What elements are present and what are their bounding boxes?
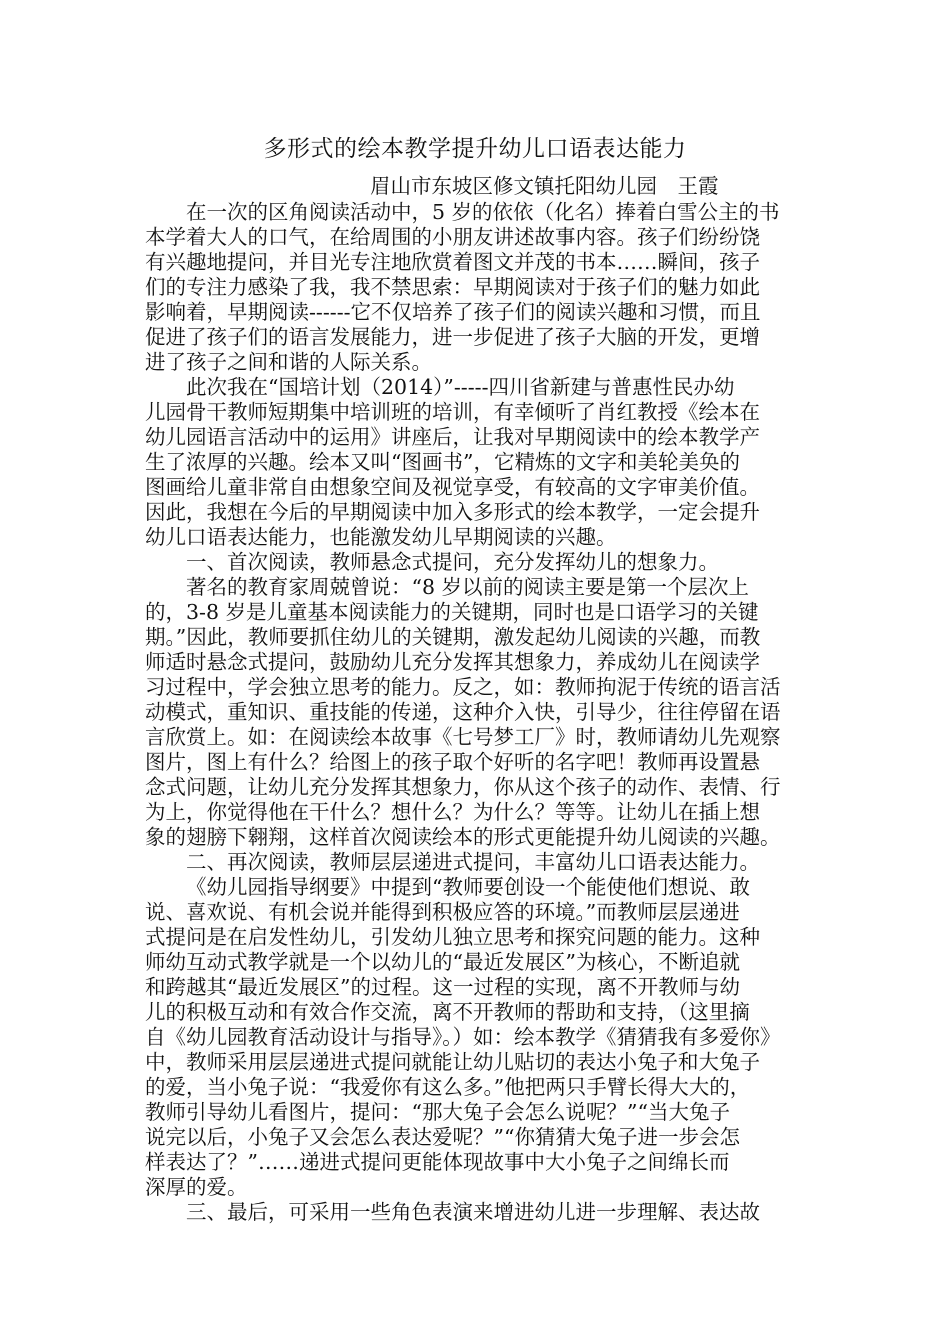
text-line: 儿园骨干教师短期集中培训班的培训，有幸倾听了肖红教授《绘本在 <box>145 400 760 424</box>
text-line: 动模式，重知识、重技能的传递，这种介入快，引导少，往往停留在语 <box>145 700 781 724</box>
text-line: 图片，图上有什么？给图上的孩子取个好听的名字吧！教师再设置悬 <box>145 750 760 774</box>
text-line: 说完以后，小兔子又会怎么表达爱呢？”“你猜猜大兔子进一步会怎 <box>145 1125 740 1149</box>
text-line: 象的翅膀下翱翔，这样首次阅读绘本的形式更能提升幼儿阅读的兴趣。 <box>145 825 781 849</box>
text-line: 们的专注力感染了我，我不禁思索：早期阅读对于孩子们的魅力如此 <box>145 275 760 299</box>
text-line: 师适时悬念式提问，鼓励幼儿充分发挥其想象力，养成幼儿在阅读学 <box>145 650 760 674</box>
document-title: 多形式的绘本教学提升幼儿口语表达能力 <box>263 136 687 162</box>
text-line: 期。”因此，教师要抓住幼儿的关键期，激发起幼儿阅读的兴趣，而教 <box>145 625 761 649</box>
section-heading: 二、再次阅读，教师层层递进式提问，丰富幼儿口语表达能力。 <box>186 850 760 874</box>
text-line: 为上，你觉得他在干什么？想什么？为什么？等等。让幼儿在插上想 <box>145 800 760 824</box>
text-line: 有兴趣地提问，并目光专注地欣赏着图文并茂的书本……瞬间，孩子 <box>145 250 760 274</box>
text-line: 进了孩子之间和谐的人际关系。 <box>145 350 432 374</box>
text-line: 影响着，早期阅读------它不仅培养了孩子们的阅读兴趣和习惯，而且 <box>145 300 761 324</box>
text-line: 幼儿口语表达能力，也能激发幼儿早期阅读的兴趣。 <box>145 525 617 549</box>
text-line: 中，教师采用层层递进式提问就能让幼儿贴切的表达小兔子和大兔子 <box>145 1050 760 1074</box>
author-line: 眉山市东坡区修文镇托阳幼儿园 王霞 <box>370 174 719 198</box>
text-line: 教师引导幼儿看图片，提问：“那大兔子会怎么说呢？”“当大兔子 <box>145 1100 730 1124</box>
text-line: 习过程中，学会独立思考的能力。反之，如：教师拘泥于传统的语言活 <box>145 675 781 699</box>
text-line: 深厚的爱。 <box>145 1175 248 1199</box>
text-line: 生了浓厚的兴趣。绘本又叫“图画书”，它精炼的文字和美轮美奂的 <box>145 450 740 474</box>
text-line: 幼儿园语言活动中的运用》讲座后，让我对早期阅读中的绘本教学产 <box>145 425 760 449</box>
text-line: 的爱，当小兔子说：“我爱你有这么多。”他把两只手臂长得大大的， <box>145 1075 751 1099</box>
text-line: 在一次的区角阅读活动中，5 岁的依依（化名）捧着白雪公主的书 <box>186 200 780 224</box>
text-line: 因此，我想在今后的早期阅读中加入多形式的绘本教学，一定会提升 <box>145 500 760 524</box>
text-line: 图画给儿童非常自由想象空间及视觉享受，有较高的文字审美价值。 <box>145 475 760 499</box>
document-body <box>145 200 817 1225</box>
text-line: 言欣赏上。如：在阅读绘本故事《七号梦工厂》时，教师请幼儿先观察 <box>145 725 781 749</box>
section-heading: 一、首次阅读，教师悬念式提问，充分发挥幼儿的想象力。 <box>186 550 719 574</box>
text-line: 和跨越其“最近发展区”的过程。这一过程的实现，离不开教师与幼 <box>145 975 740 999</box>
text-line: 促进了孩子们的语言发展能力，进一步促进了孩子大脑的开发，更增 <box>145 325 760 349</box>
text-line: 念式问题，让幼儿充分发挥其想象力，你从这个孩子的动作、表情、行 <box>145 775 781 799</box>
section-heading: 三、最后，可采用一些角色表演来增进幼儿进一步理解、表达故 <box>186 1200 760 1224</box>
text-line: 说、喜欢说、有机会说并能得到积极应答的环境。”而教师层层递进 <box>145 900 740 924</box>
text-line: 样表达了？”……递进式提问更能体现故事中大小兔子之间绵长而 <box>145 1150 730 1174</box>
text-line: 此次我在“国培计划（2014）”-----四川省新建与普惠性民办幼 <box>186 375 735 399</box>
text-line: 本学着大人的口气，在给周围的小朋友讲述故事内容。孩子们纷纷饶 <box>145 225 760 249</box>
text-line: 式提问是在启发性幼儿，引发幼儿独立思考和探究问题的能力。这种 <box>145 925 760 949</box>
text-line: 《幼儿园指导纲要》中提到“教师要创设一个能使他们想说、敢 <box>186 875 750 899</box>
text-line: 的，3-8 岁是儿童基本阅读能力的关键期，同时也是口语学习的关键 <box>145 600 759 624</box>
text-line: 著名的教育家周兢曾说：“8 岁以前的阅读主要是第一个层次上 <box>186 575 750 599</box>
text-line: 自《幼儿园教育活动设计与指导》。）如：绘本教学《猜猜我有多爱你》 <box>145 1025 781 1049</box>
text-line: 儿的积极互动和有效合作交流，离不开教师的帮助和支持，（这里摘 <box>145 1000 750 1024</box>
text-line: 师幼互动式教学就是一个以幼儿的“最近发展区”为核心，不断追就 <box>145 950 740 974</box>
